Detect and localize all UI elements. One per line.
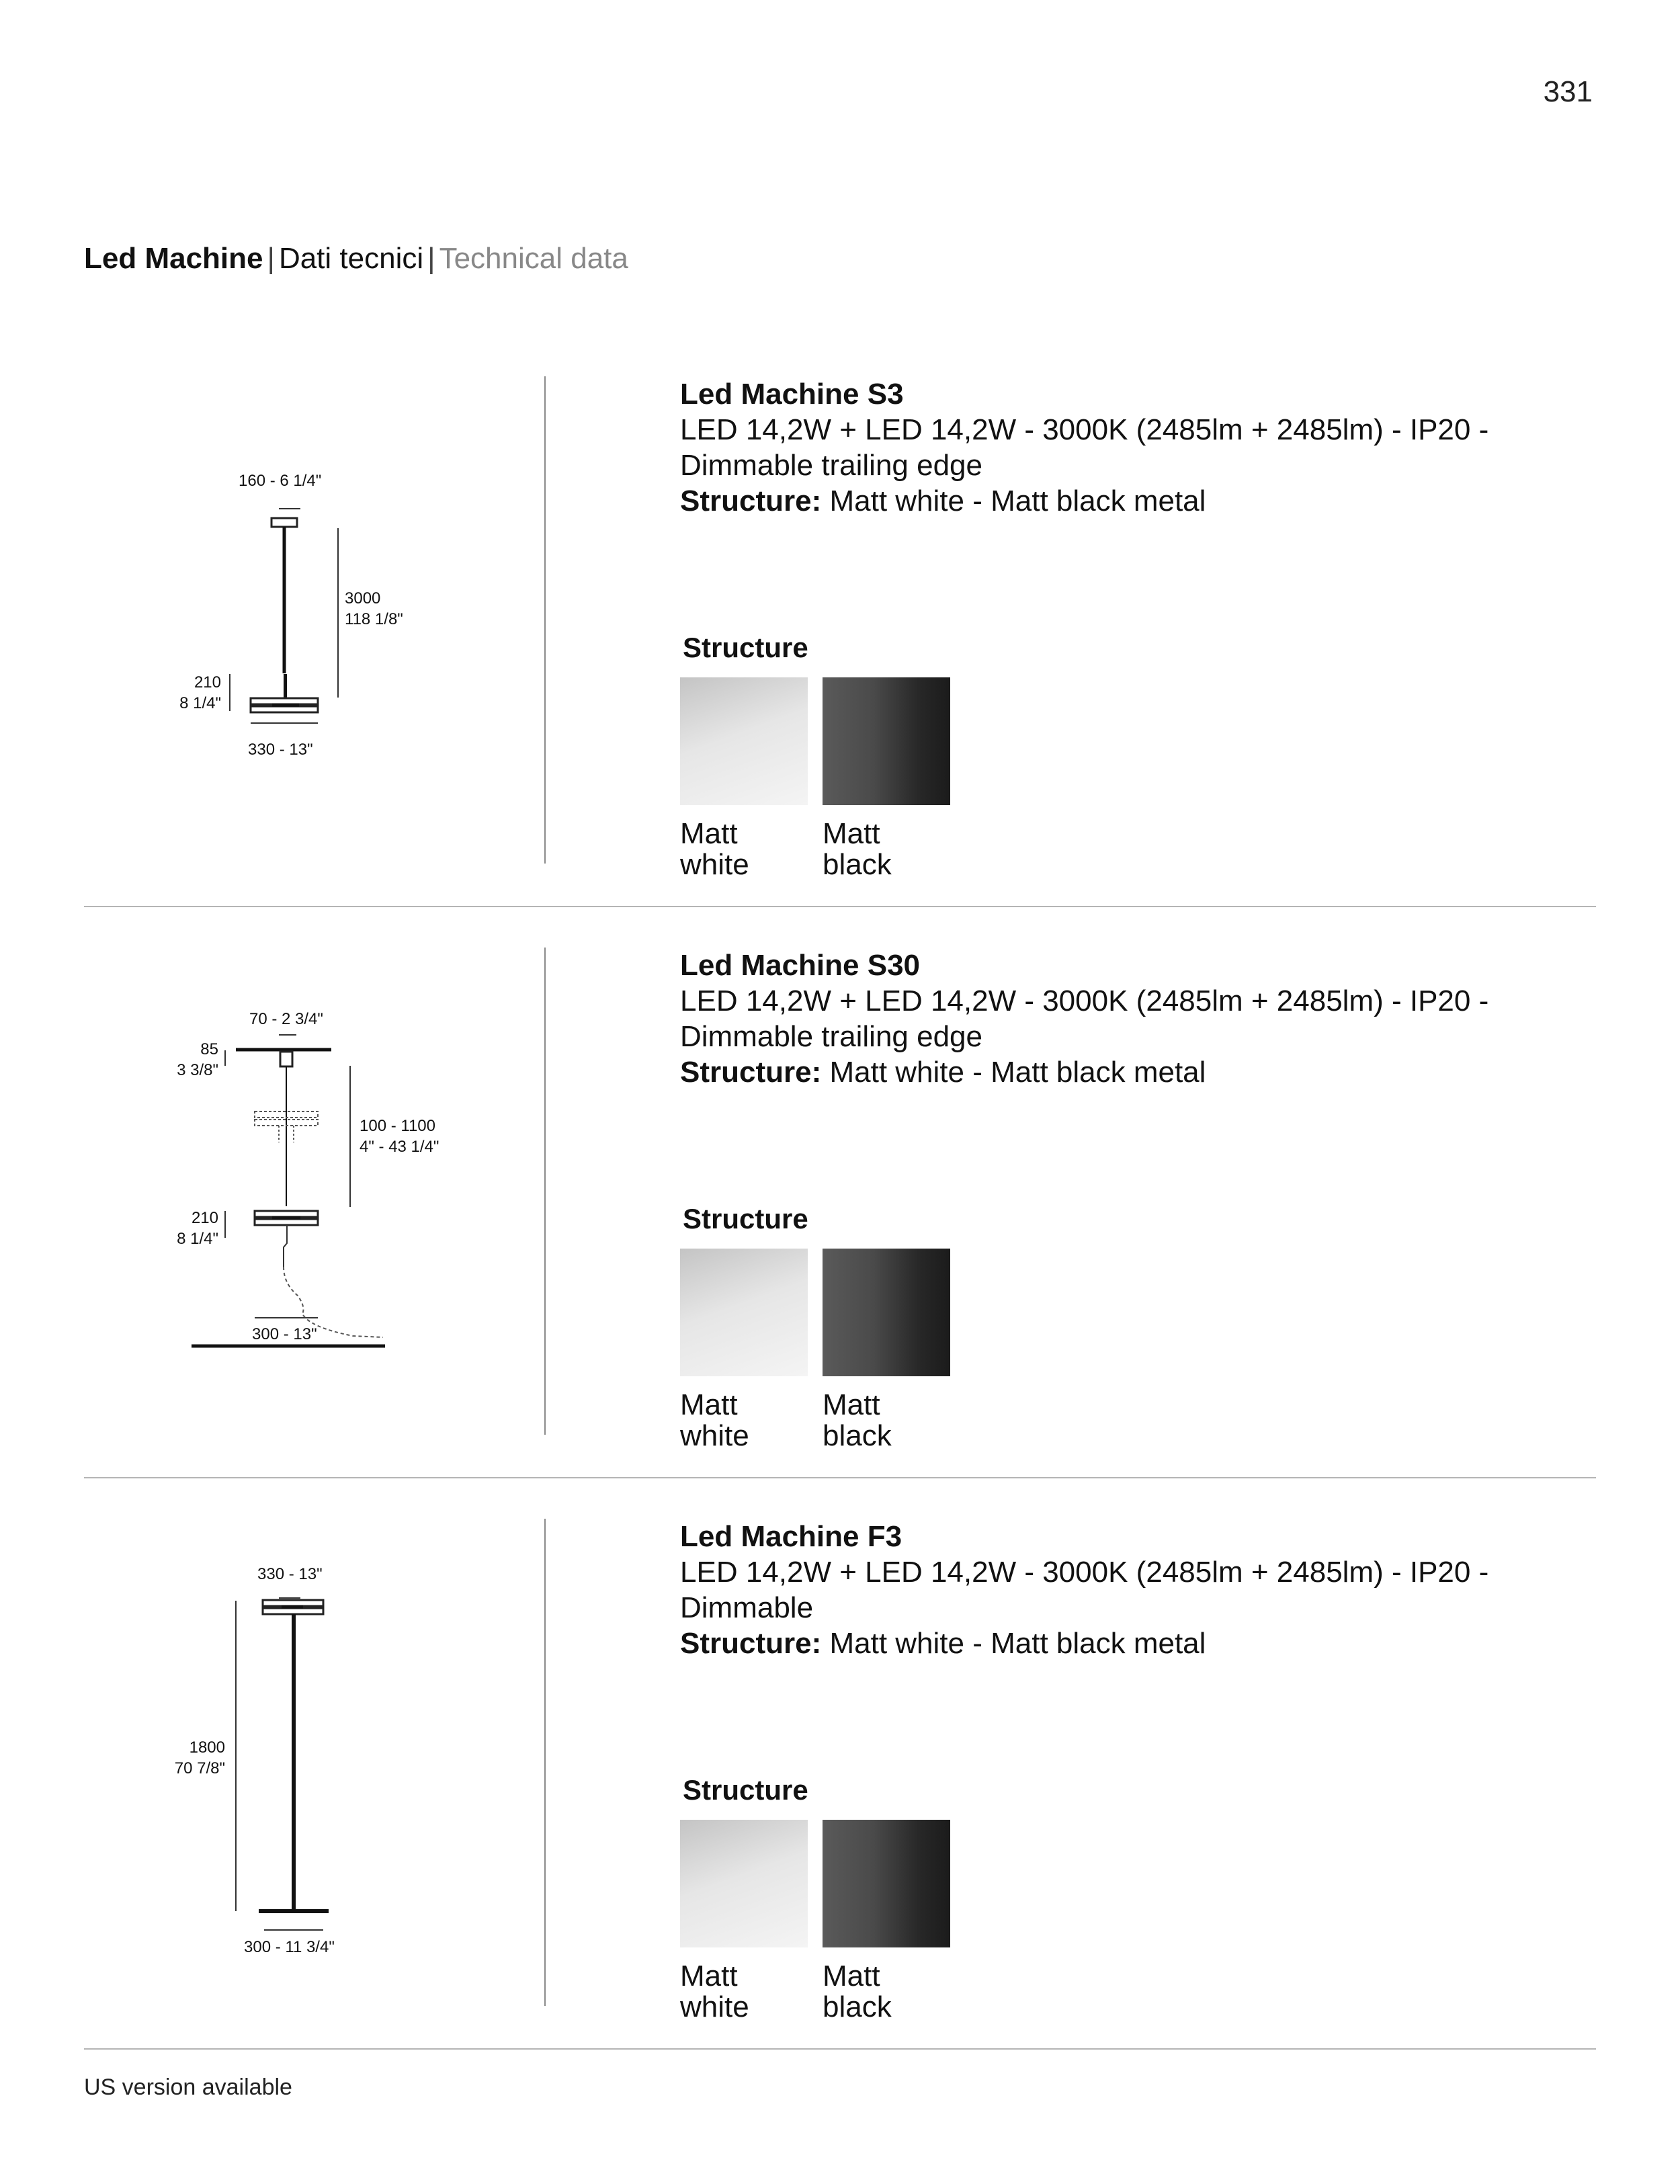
product-title: Led Machine S30 <box>680 949 921 982</box>
swatch-matt-white <box>680 1249 808 1376</box>
section-divider <box>84 906 1596 907</box>
header-separator: | <box>267 242 275 275</box>
section-divider <box>84 2048 1596 2050</box>
s3-info <box>680 376 1601 519</box>
swatch-label-white: Matt white <box>680 817 749 881</box>
f3-technical-drawing <box>84 1519 514 2016</box>
header-brand: Led Machine <box>84 242 263 275</box>
f3-finishes <box>680 1774 1083 2023</box>
swatch-matt-white <box>680 1820 808 1947</box>
product-spec: LED 14,2W + LED 14,2W - 3000K (2485lm + 2485lm) - IP20 - Dimmable <box>680 1556 1489 1624</box>
finishes-title: Structure <box>683 1774 808 1806</box>
f3-dim-height-mm: 1800 <box>189 1738 225 1757</box>
swatch-matt-black <box>823 677 950 805</box>
product-s3 <box>84 376 1596 948</box>
f3-dim-height-in: 70 7/8" <box>174 1759 225 1777</box>
swatch-label-black: Matt black <box>823 1960 892 2023</box>
s30-technical-drawing <box>84 948 514 1445</box>
f3-dim-top: 330 - 13" <box>257 1565 323 1583</box>
swatch-matt-black <box>823 1249 950 1376</box>
structure-label: Structure: <box>680 1627 822 1660</box>
s30-dim-top: 70 - 2 3/4" <box>249 1010 323 1028</box>
s3-dim-bottom: 330 - 13" <box>248 741 313 759</box>
structure-label: Structure: <box>680 485 822 517</box>
s30-dim-side-in: 8 1/4" <box>177 1230 218 1248</box>
s3-dim-top: 160 - 6 1/4" <box>239 472 322 490</box>
product-title: Led Machine F3 <box>680 1520 902 1553</box>
s3-finishes <box>680 632 1083 881</box>
s3-technical-drawing <box>84 376 514 874</box>
s30-dim-range-mm: 100 - 1100 <box>360 1117 435 1135</box>
finishes-title: Structure <box>683 1203 808 1234</box>
section-divider <box>84 1477 1596 1478</box>
s30-finishes <box>680 1203 1083 1452</box>
f3-info <box>680 1519 1601 1661</box>
s30-info <box>680 948 1601 1090</box>
product-title: Led Machine S3 <box>680 378 904 411</box>
s30-dim-range-in: 4" - 43 1/4" <box>360 1138 439 1156</box>
structure-value: Matt white - Matt black metal <box>829 1627 1206 1660</box>
s30-dim-bottom: 300 - 13" <box>252 1325 317 1343</box>
structure-label: Structure: <box>680 1056 822 1089</box>
swatch-matt-black <box>823 1820 950 1947</box>
finishes-title: Structure <box>683 632 808 663</box>
swatch-label-white: Matt white <box>680 1388 749 1452</box>
s3-dim-side-mm: 210 <box>194 673 221 691</box>
product-f3 <box>84 1519 1596 2090</box>
swatch-matt-white <box>680 677 808 805</box>
structure-value: Matt white - Matt black metal <box>829 485 1206 517</box>
s3-dim-side-in: 8 1/4" <box>179 694 221 712</box>
page-header <box>84 242 628 276</box>
s3-dim-height-in: 118 1/8" <box>345 610 403 628</box>
s3-drawing-svg <box>84 376 514 874</box>
header-en-label: Technical data <box>439 242 628 275</box>
swatch-label-white: Matt white <box>680 1960 749 2023</box>
product-spec: LED 14,2W + LED 14,2W - 3000K (2485lm + 2485lm) - IP20 - Dimmable trailing edge <box>680 984 1489 1053</box>
f3-dim-bottom: 300 - 11 3/4" <box>244 1938 335 1956</box>
header-separator: | <box>427 242 435 275</box>
column-divider <box>544 1519 546 2006</box>
product-spec: LED 14,2W + LED 14,2W - 3000K (2485lm + 2485lm) - IP20 - Dimmable trailing edge <box>680 413 1489 482</box>
page-number: 331 <box>1543 75 1593 108</box>
structure-value: Matt white - Matt black metal <box>829 1056 1206 1089</box>
swatch-label-black: Matt black <box>823 1388 892 1452</box>
product-s30 <box>84 948 1596 1519</box>
footer-note: US version available <box>84 2074 292 2100</box>
header-it-label: Dati tecnici <box>278 242 424 275</box>
swatch-label-black: Matt black <box>823 817 892 881</box>
s30-dim-canopy-in: 3 3/8" <box>177 1061 218 1079</box>
s30-dim-canopy-mm: 85 <box>200 1040 218 1058</box>
column-divider <box>544 376 546 864</box>
column-divider <box>544 948 546 1435</box>
s30-dim-side-mm: 210 <box>191 1209 218 1227</box>
s3-dim-height-mm: 3000 <box>345 589 381 607</box>
